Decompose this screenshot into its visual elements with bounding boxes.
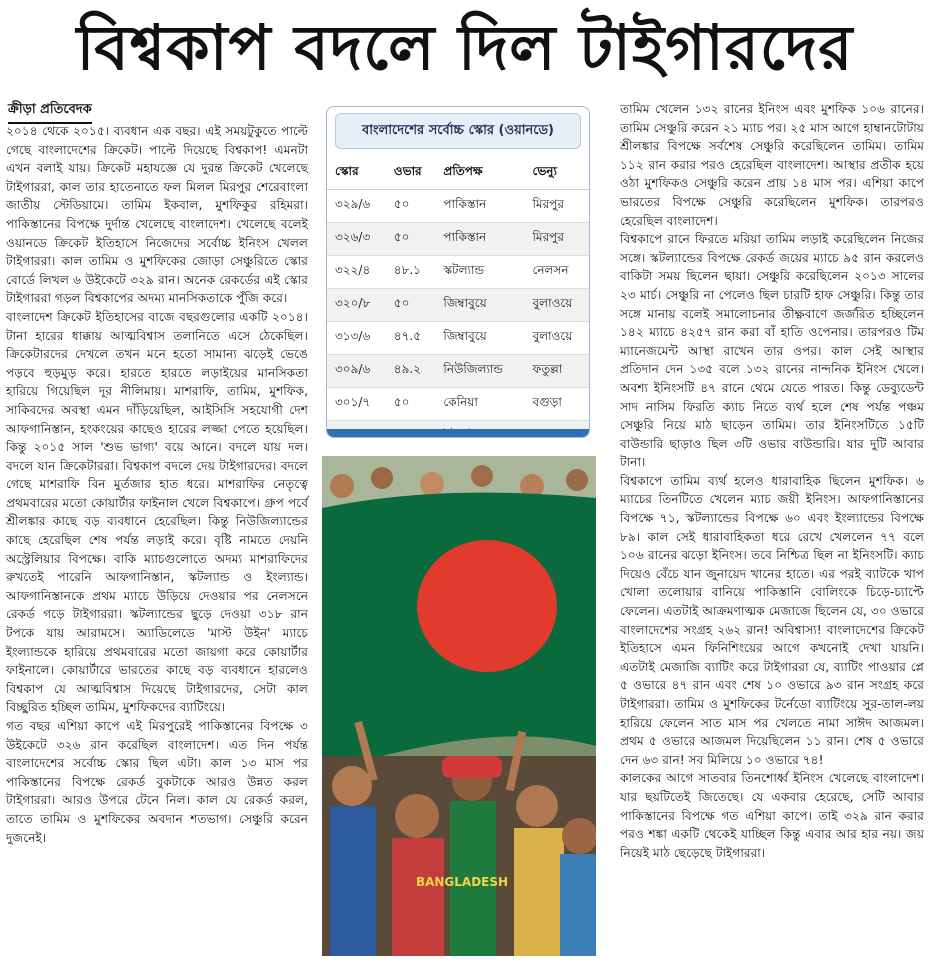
- paragraph: ২০১৪ থেকে ২০১৫। ব্যবধান এক বছর। এই সময়টুকুতে পাল্টে গেছে বাংলাদেশের ক্রিকেট। পাল্টে দিয়েছে বিশ্বকাপ! এমনটা এখন বলাই যায়। ক্রিকেট মহাযজ্ঞে যে দুরন্ত ক্রিকেট খেলেছে টাইগাররা, কাল তার হাতেনাতে ফল মিলল মিরপুর শেরেবাংলা জাতীয় স্টেডিয়ামে। তামিম ইকবাল, মুশফিকুর রহিমরা। পাকিস্তানের বিপক্ষে দুর্দান্ত খেলেছে বাংলাদেশ। খেলেছে বলেই ওয়ানডে ক্রিকেট ইতিহাসে নিজেদের সর্বোচ্চ ইনিংস খেলল টাইগাররা। কাল তামিম ও মুশফিকের জোড়া সেঞ্চুরিতে স্কোর বোর্ডে লিখল ৬ উইকেটে ৩২৯ রান। অনেক রেকর্ডের এই স্কোর টাইগাররা গড়ল বিশ্বকাপের অদম্য মানসিকতাকে পুঁজি করে।: [6, 124, 308, 306]
- cell-venue: ফতুল্লা: [524, 355, 589, 388]
- cell-score: ৩১৩/৬: [327, 322, 386, 355]
- cell-overs: ৫০: [386, 289, 436, 322]
- paragraph: কালকের আগে সাতবার তিনশোর্ধ্ব ইনিংস খেলেছে বাংলাদেশ। যার ছয়টিতেই জিতেছে। যে একবার হেরেছে, সেটি আবার পাকিস্তানের বিপক্ষে গত এশিয়া কাপে। তাই ৩২৯ রান করার পরও শঙ্কা একটি থেকেই যাচ্ছিল কিন্তু এবার আর হার নয়। জয় নিয়েই মাঠ ছেড়েছে টাইগাররা।: [620, 771, 924, 860]
- byline: ক্রীড়া প্রতিবেদক: [8, 100, 92, 124]
- cell-overs: ৪৮.১: [386, 256, 436, 289]
- fans-flag-photo: [322, 456, 596, 956]
- table-row: [327, 289, 589, 322]
- jersey-text: BANGLADESH: [415, 875, 509, 889]
- cell-venue: বগুড়া: [524, 388, 589, 421]
- article-column-1: [6, 122, 308, 847]
- headline: বিশ্বকাপ বদলে দিল টাইগারদের: [76, 11, 854, 84]
- paragraph: বিশ্বকাপে তামিম ব্যর্থ হলেও ধারাবাহিক ছিলেন মুশফিক। ৬ ম্যাচের তিনটিতে খেলেন ম্যাচ জয়ী ইনিংস। আফগানিস্তানের বিপক্ষে ৭১, স্কটল্যান্ডের বিপক্ষে ৬০ এবং ইংল্যান্ডের বিপক্ষে ৮৯। কাল সেই ধারাবাহিকতা ধরে রেখে খেললেন ৭৭ বলে ১০৬ রানের ঝড়ো ইনিংস। তবে নিশ্চিত্র ছিল না ইনিংসটি। ক্যাচ দিয়েও বেঁচে যান জুনায়েদ খানের হাতে। এর পরই ব্যাটকে খাপ খোলা তলোয়ার বানিয়ে পাকিস্তানি বোলিংকে চিড়ে-চ্যাপ্টে ফেলেন। এতটাই আক্রমণাত্মক মেজাজে ছিলেন যে, ৩০ ওভারে বাংলাদেশের সংগ্রহ ২৬২ রান! অবিশ্বাস্য! বাংলাদেশের ক্রিকেট ইতিহাসে এমন ফিনিশিংয়ের আগে কখনোই দেখা যায়নি। এতটাই মেজাজি ব্যাটিং করে টাইগাররা যে, ব্যাটিং পাওয়ার প্লে ৫ ওভারে ৪৭ রান এবং শেষ ১০ ওভারে ৯৩ রান সংগ্রহ করে টাইগাররা। তামিম ও মুশফিকের টর্নেডো ব্যাটিংয়ে সুর-তাল-লয় হারিয়ে ফেলেন সাত মাস পর খেলতে নামা সাঈদ আজমল। প্রথম ৫ ওভারে আজমল দিয়েছিলেন ১১ রান। শেষ ৫ ওভারে দেন ৬৩ রান! সব মিলিয়ে ১০ ওভারে ৭৪!: [620, 473, 924, 767]
- photo-illustration: [322, 456, 596, 956]
- cell-score: ৩২৬/৩: [327, 223, 386, 256]
- cell-overs: ৪৭.৫: [386, 322, 436, 355]
- cell-overs: ৫০: [386, 223, 436, 256]
- cell-opponent: পাকিস্তান: [435, 223, 524, 256]
- cell-overs: ৪৯.২: [386, 355, 436, 388]
- table-row: [327, 190, 589, 223]
- cell-opponent: জিম্বাবুয়ে: [435, 289, 524, 322]
- cell-opponent: কেনিয়া: [435, 388, 524, 421]
- box-footer-bar: [327, 429, 589, 437]
- flag-red-disc: [417, 540, 557, 672]
- column-header-overs: ওভার: [386, 157, 436, 190]
- column-header-score: স্কোর: [327, 157, 386, 190]
- cell-overs: ৫০: [386, 190, 436, 223]
- column-header-opponent: প্রতিপক্ষ: [435, 157, 524, 190]
- table-row: [327, 256, 589, 289]
- paragraph: বাংলাদেশ ক্রিকেট ইতিহাসের বাজে বছরগুলোর একটি ২০১৪। টানা হারের ধাক্কায় আত্মবিশ্বাস তলানিতে এসে ঠেকেছিল। ক্রিকেটারদের দেখলে তখন মনে হতো সামান্য ঝড়েই ভেঙে পড়বে হুড়মুড় করে। হারতে হারতে লড়াইয়ের মানসিকতা হারিয়ে গিয়েছিল দূর নীলিমায়। মাশরাফি, তামিম, মুশফিক, সাকিবদের অবস্থা এমন দাঁড়িয়েছিল, আইসিসি সহযোগী দেশ আফগানিস্তান, হংকংয়ের কাছেও হারের লজ্জা পেতে হয়েছিল। কিন্তু ২০১৫ সাল 'শুভ ভাগ্য' বয়ে আনে। বদলে যায় দল। বদলে যান ক্রিকেটাররা। বিশ্বকাপ বদলে দেয় টাইগারদের। বদলে গেছে মাশরাফি বিন মুর্তজার হাত ধরে। মাশরাফির নেতৃত্বে প্রথমবারের মতো কোয়ার্টার ফাইনাল খেলে বিশ্বকাপে। গ্রুপ পর্বে শ্রীলঙ্কার কাছে বড় ব্যবধানে হেরেছিল। কিন্তু নিউজিল্যান্ডের কাছে হেরেছিল শেষ পর্যন্ত লড়াই করে। বৃষ্টি নামতে দেয়নি অস্ট্রেলিয়ার বিপক্ষে। বাকি ম্যাচগুলোতে অদম্য মাশরাফিদের রুখতেই পারেনি আফগানিস্তান, স্কটল্যান্ড ও ইংল্যান্ড। আফগানিস্তানকে প্রথম ম্যাচে উড়িয়ে দেওয়ার পর নেলসনে রেকর্ড গড়ে টাইগাররা। স্কটল্যান্ডের ছুড়ে দেওয়া ৩১৮ রান টপকে যায় আরামসে। অ্যাডিলেডে 'মাস্ট উইন' ম্যাচে ইংল্যান্ডকে হারিয়ে প্রথমবারের মতো জায়গা করে কোয়ার্টার ফাইনালে। কোয়ার্টারে ভারতের কাছে বড় ব্যবধানে হারলেও বিশ্বকাপ যে আত্মবিশ্বাস দিয়েছে টাইগারদের, সেটা কাল বিচ্ছুরিত হচ্ছিল তামিম, মুশফিকদের ব্যাটিংয়ে।: [6, 309, 308, 715]
- cell-overs: ৫০: [386, 388, 436, 421]
- table-row: [327, 355, 589, 388]
- cell-score: ৩০১/৭: [327, 388, 386, 421]
- cell-score: ৩২২/৪: [327, 256, 386, 289]
- paragraph: গত বছর এশিয়া কাপে এই মিরপুরেই পাকিস্তানের বিপক্ষে ৩ উইকেটে ৩২৬ রান করেছিল বাংলাদেশ। এত দিন পর্যন্ত বাংলাদেশের সর্বোচ্চ স্কোর ছিল এটা। কাল ১৩ মাস পর পাকিস্তানের বিপক্ষে রেকর্ড বুকটাকে আরও উন্নত করল টাইগাররা। আরও উপরে টেনে নিল। কাল যে রেকর্ড করল, তাতে তামিম ও মুশফিকের অবদান শতভাগ। সেঞ্চুরি করেন দুজনেই।: [6, 719, 308, 845]
- cell-venue: মিরপুর: [524, 190, 589, 223]
- article-column-3: [620, 100, 924, 862]
- cell-opponent: নিউজিল্যান্ড: [435, 355, 524, 388]
- top-scores-table: [327, 157, 589, 438]
- cell-venue: মিরপুর: [524, 223, 589, 256]
- crowd-foreground: [322, 721, 596, 956]
- column-header-venue: ভেন্যু: [524, 157, 589, 190]
- table-header-row: [327, 157, 589, 190]
- cell-score: ৩০৯/৬: [327, 355, 386, 388]
- table-row: [327, 223, 589, 256]
- cell-score: ৩২০/৮: [327, 289, 386, 322]
- table-row: [327, 388, 589, 421]
- top-scores-box: [326, 106, 590, 438]
- cell-score: ৩২৯/৬: [327, 190, 386, 223]
- cell-venue: বুলাওয়ে: [524, 289, 589, 322]
- cell-opponent: জিম্বাবুয়ে: [435, 322, 524, 355]
- top-scores-title: বাংলাদেশের সর্বোচ্চ স্কোর (ওয়ানডে): [335, 113, 581, 149]
- cell-opponent: পাকিস্তান: [435, 190, 524, 223]
- paragraph: তামিম খেলেন ১৩২ রানের ইনিংস এবং মুশফিক ১০৬ রানের। তামিম সেঞ্চুরি করেন ২১ ম্যাচ পর। ২৫ মাস আগে হাম্বানটোটায় শ্রীলঙ্কার বিপক্ষে সর্বশেষ সেঞ্চুরি করেছিলেন তামিম। তামিম ১১২ রান করার পরও হেরেছিল বাংলাদেশ। আস্থার প্রতীক হয়ে ওঠা মুশফিকও সেঞ্চুরি করেন প্রায় ১৪ মাস পর। এশিয়া কাপে ভারতের বিপক্ষে সেঞ্চুরি করেছিলেন মুশফিক। তারপরও হেরেছিল বাংলাদেশ।: [620, 102, 924, 228]
- cell-opponent: স্কটল্যান্ড: [435, 256, 524, 289]
- cell-venue: নেলসন: [524, 256, 589, 289]
- cell-venue: বুলাওয়ে: [524, 322, 589, 355]
- paragraph: বিশ্বকাপে রানে ফিরতে মরিয়া তামিম লড়াই করেছিলেন নিজের সঙ্গে। স্কটল্যান্ডের বিপক্ষে রেকর্ড জয়ের ম্যাচে ৯৫ রান করলেও বাকিটা সময় ছিলেন ছায়া। সেঞ্চুরি করেছিলেন ২০১৩ সালের ২৩ মার্চ। সেঞ্চুরি না পেলেও ছিল চারটি হাফ সেঞ্চুরি। কিন্তু তার সঙ্গে মানায় বলেই সমালোচনার তীক্ষ্ণবাণে জর্জরিত হচ্ছিলেন ১৪২ ম্যাচে ৪২৫৭ রান করা বাঁ হাতি ওপেনার। তারপরও টিম ম্যানেজমেন্ট আস্থা রাখেন তার ওপর। কাল সেই আস্থার প্রতিদান দেন ১৩৫ বলে ১৩২ রানের নান্দনিক ইনিংস খেলে। অবশ্য ইনিংসটি ৪৭ রানে থেমে যেতে পারত। কিন্তু ডেব্যুডেন্ট সাদ নাসিম ফিরতি ক্যাচ নিতে ব্যর্থ হলে শেষ পর্যন্ত পঞ্চম সেঞ্চুরি নিয়ে মাঠ ছাড়েন তামিম। তার ইনিংসটিতে ১৫টি বাউন্ডারি ছাড়াও ছিল ৩টি ওভার বাউন্ডারি। যার দুটি আবার টানা।: [620, 232, 924, 470]
- table-row: [327, 322, 589, 355]
